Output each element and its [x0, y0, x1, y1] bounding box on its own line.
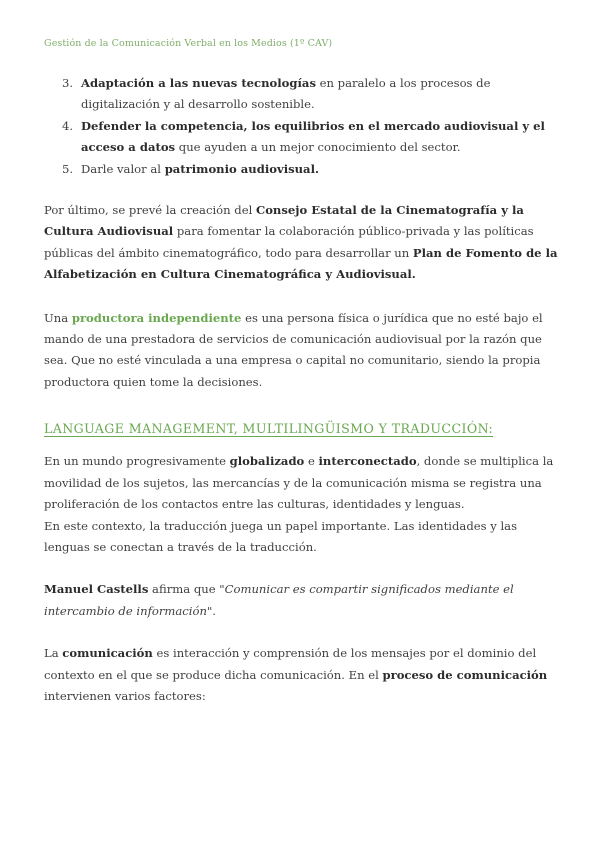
quote-italic: Comunicar es compartir significados mediante el intercambio de información — [44, 582, 514, 618]
paragraph-castells — [44, 579, 560, 622]
goals-list — [44, 73, 560, 180]
list-item — [44, 159, 560, 180]
bold-run: Plan de Fomento de la Alfabetización en Cultura Cinematográfica y Audiovisual. — [44, 245, 558, 282]
text-run: es interacción y comprensión de los mensajes por el dominio del contexto en el que se produce dicha comunicación. En el — [44, 646, 537, 682]
list-item-text: que ayuden a un mejor conocimiento del sector. — [175, 140, 461, 155]
page-content — [44, 73, 560, 707]
text-run: intervienen varios factores: — [44, 688, 206, 703]
bold-run: interconectado — [318, 454, 417, 469]
text-run: , donde se multiplica la movilidad de los sujetos, las mercancías y de la comunicación misma se registra una proliferación de los contactos entre las culturas, identidades y lenguas. — [44, 454, 554, 512]
list-item-text: en paralelo a los procesos de digitalización y al desarrollo sostenible. — [81, 76, 491, 112]
text-run: ". — [206, 603, 216, 618]
list-number: 5. — [62, 161, 74, 176]
paragraph-traduccion: En este contexto, la traducción juega un papel importante. Las identidades y las lenguas se conectan a través de la traducción. — [44, 518, 518, 554]
list-item-bold: patrimonio audiovisual. — [164, 161, 320, 176]
text-run: Por último, se prevé la creación del — [44, 203, 256, 218]
paragraph-comunicacion — [44, 643, 560, 707]
text-run: afirma que " — [148, 582, 225, 597]
text-run: para fomentar la colaboración público-privada y las políticas públicas del ámbito cinematográfico, todo para desarrollar un — [44, 224, 534, 260]
list-item-bold: Adaptación a las nuevas tecnologías — [81, 76, 316, 90]
text-run: La — [44, 646, 63, 661]
text-run: es una persona física o jurídica que no esté bajo el mando de una prestadora de servicios de comunicación audiovisual por la razón que sea. Que no esté vinculada a una empresa o capital no comunitario, siendo la propia productora quien tome la decisiones. — [44, 310, 543, 389]
bold-run: proceso de comunicación — [382, 667, 548, 682]
paragraph-consejo-estatal — [44, 200, 560, 286]
text-run: e — [304, 454, 319, 469]
running-header: Gestión de la Comunicación Verbal en los Medios (1º CAV) — [44, 38, 333, 49]
list-number: 3. — [62, 76, 74, 90]
bold-run: globalizado — [229, 454, 305, 469]
bold-run: Consejo Estatal de la Cinematografía y la Cultura Audiovisual — [44, 203, 524, 239]
bold-run: comunicación — [62, 646, 153, 661]
highlight-term: productora independiente — [71, 310, 242, 325]
list-item-text: Darle valor al — [81, 161, 165, 176]
list-item — [44, 116, 560, 159]
list-item — [44, 73, 560, 116]
bold-run: Manuel Castells — [44, 582, 149, 597]
paragraph-globalizado — [44, 451, 560, 515]
text-run: Una — [44, 310, 72, 325]
text-run: En un mundo progresivamente — [44, 454, 230, 469]
section-heading: LANGUAGE MANAGEMENT, MULTILINGÜISMO Y TRADUCCIÓN: — [44, 421, 494, 437]
list-item-bold: Defender la competencia, los equilibrios en el mercado audiovisual y el acceso a datos — [81, 118, 545, 155]
list-number: 4. — [62, 118, 74, 133]
paragraph-productora — [44, 308, 560, 394]
